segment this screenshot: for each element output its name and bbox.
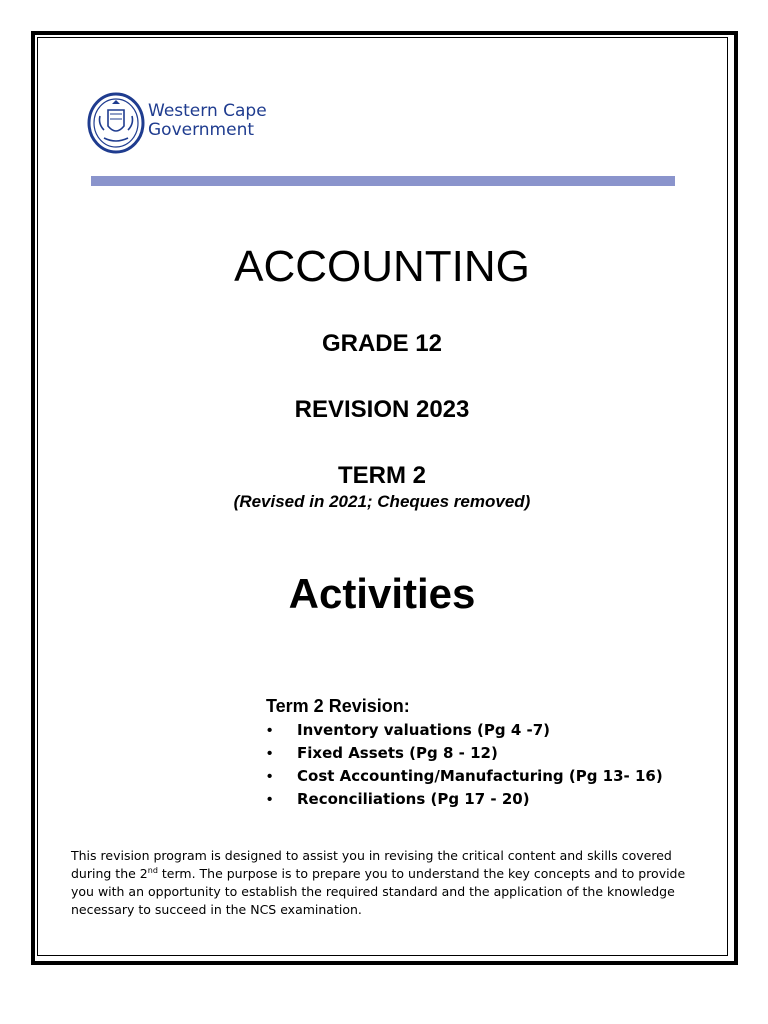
intro-text-part1: This revision program is designed to assist you in revising the critical content and skills covered during the 2 — [71, 848, 672, 881]
intro-text-part2: term. The purpose is to prepare you to understand the key concepts and to provide you with an opportunity to establish the required standard and the application of the knowledge necessary to succeed in the NCS examination. — [71, 866, 686, 917]
header-rule — [91, 176, 675, 186]
logo-text — [148, 102, 267, 140]
list-item: • Cost Accounting/Manufacturing (Pg 13- 16) — [266, 765, 706, 788]
term-heading: TERM 2 — [337, 462, 426, 489]
grade-heading: GRADE 12 — [321, 330, 443, 357]
list-item: • Reconciliations (Pg 17 - 20) — [266, 788, 706, 811]
intro-superscript: nd — [147, 865, 158, 875]
term-revision-heading: Term 2 Revision: — [266, 696, 410, 716]
coat-of-arms-icon — [86, 92, 146, 154]
logo-text-line2: Government — [148, 120, 255, 140]
intro-paragraph — [71, 847, 701, 919]
document-title: ACCOUNTING — [234, 242, 530, 291]
western-cape-government-logo — [86, 92, 326, 154]
term-note: (Revised in 2021; Cheques removed) — [233, 492, 531, 511]
term-revision-list — [266, 719, 706, 811]
list-item: • Inventory valuations (Pg 4 -7) — [266, 719, 706, 742]
term-revision-section — [266, 695, 706, 811]
revision-heading: REVISION 2023 — [294, 396, 470, 423]
activities-heading: Activities — [288, 570, 476, 617]
logo-text-line1: Western Cape — [148, 101, 267, 121]
list-item: • Fixed Assets (Pg 8 - 12) — [266, 742, 706, 765]
